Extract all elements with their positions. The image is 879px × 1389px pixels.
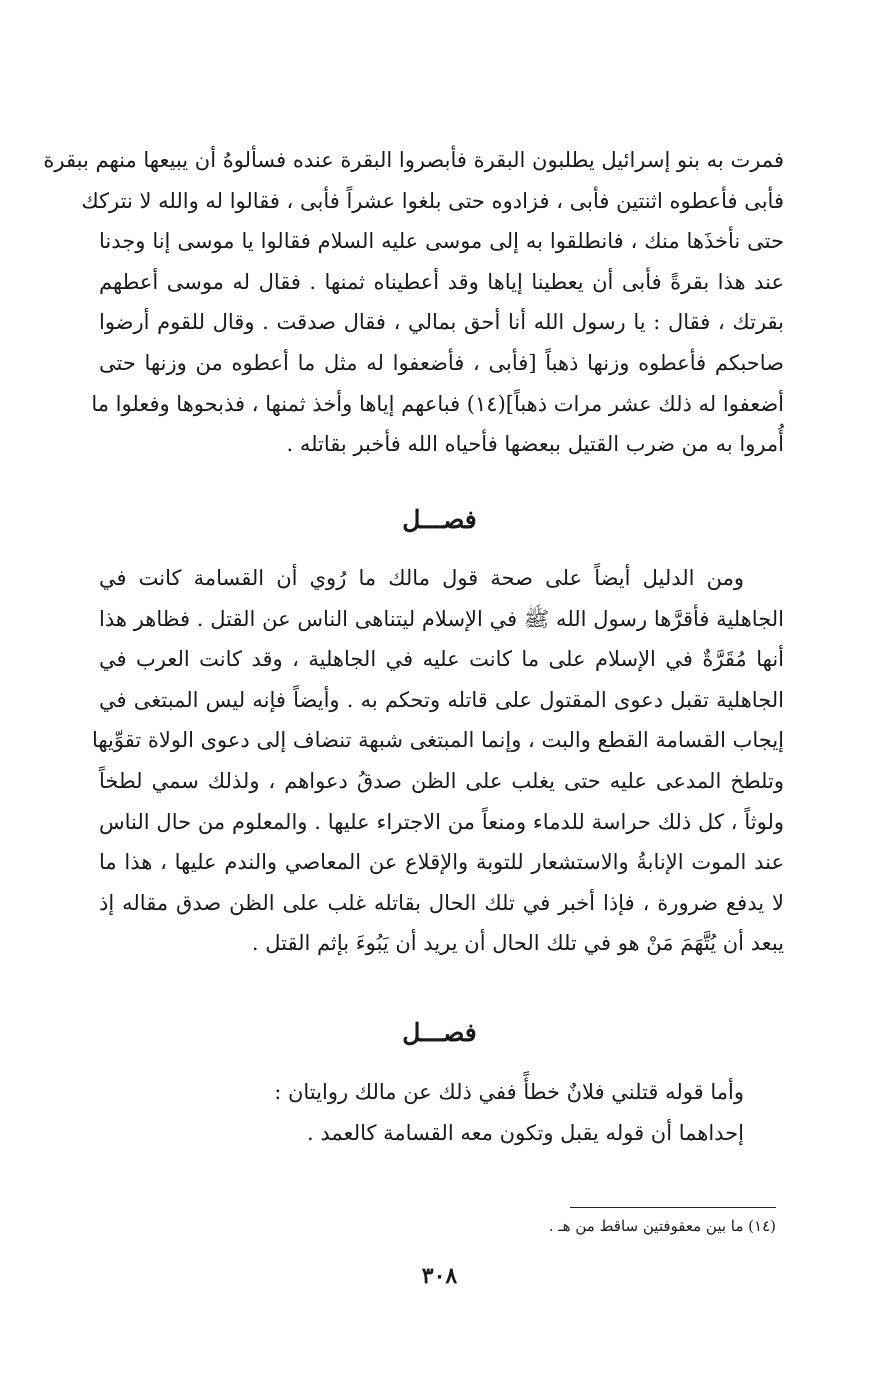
- text-line: أُمروا به من ضرب القتيل ببعضها فأحياه الله فأخبر بقاتله .: [286, 432, 784, 457]
- text-line: ومن الدليل أيضاً على صحة قول مالك ما رُوي أن القسامة كانت في: [99, 566, 744, 590]
- section-heading: [0, 505, 879, 534]
- text-line: يبعد أن يُتَّهَمَ مَنْ هو في تلك الحال أن يريد أن يَبُوءَ بإثم القتل .: [251, 931, 784, 956]
- text-line: إيجاب القسامة القطع والبت ، وإنما المبتغى شبهة تنضاف إلى دعوى الولاة تقوِّيها: [91, 728, 784, 753]
- section-heading-label: فصـــل: [402, 505, 477, 534]
- section-heading-label: فصـــل: [402, 1018, 477, 1047]
- text-line: صاحبكم فأعطوه وزنها ذهباً [فأبى ، فأضعفوا له مثل ما أعطوه من وزنها حتى: [99, 350, 784, 375]
- text-line: بقرتك ، فقال : يا رسول الله أنا أحق بمالي ، فقال صدقت . وقال للقوم أرضوا: [99, 310, 784, 335]
- paragraph-3: [99, 1072, 784, 1153]
- text-line: فأبى فأعطوه اثنتين فأبى ، فزادوه حتى بلغوا عشراً فأبى ، فقالوا له والله لا نتركك: [81, 188, 784, 213]
- text-line: الجاهلية فأقرَّها رسول الله ﷺ في الإسلام ليتناهى الناس عن القتل . فظاهر هذا: [99, 606, 784, 631]
- text-line: عند هذا بقرةً فأبى أن يعطينا إياها وقد أعطيناه ثمنها . فقال له موسى أعطهم: [99, 269, 784, 294]
- text-line: عند الموت الإنابةُ والاستشعار للتوبة والإقلاع عن المعاصي والندم عليها ، هذا ما: [99, 850, 784, 875]
- paragraph-1: [43, 140, 784, 465]
- text-line: حتى نأخذَها منك ، فانطلقوا به إلى موسى عليه السلام فقالوا يا موسى إنا وجدنا: [99, 229, 784, 254]
- paragraph-2: [91, 558, 784, 964]
- text-line: الجاهلية تقبل دعوى المقتول على قاتله وتحكم به . وأيضاً فإنه ليس المبتغى في: [99, 687, 784, 712]
- text-line: ولوثاً ، كل ذلك حراسة للدماء ومنعاً من الاجتراء عليها . والمعلوم من حال الناس: [99, 809, 784, 834]
- footnote-divider: [570, 1207, 776, 1208]
- text-line: فمرت به بنو إسرائيل يطلبون البقرة فأبصروا البقرة عنده فسألوهُ أن يبيعها منهم ببقرة: [43, 148, 784, 172]
- footnote: (١٤) ما بين معقوفتين ساقط من هـ .: [548, 1217, 776, 1235]
- page-number: ٣٠٨: [421, 1263, 458, 1289]
- text-line: وأما قوله قتلني فلانٌ خطأً ففي ذلك عن مالك روايتان :: [274, 1080, 744, 1104]
- text-line: أنها مُقَرَّةٌ في الإسلام على ما كانت عليه في الجاهلية ، وقد كانت العرب في: [99, 647, 784, 672]
- section-heading: [0, 1018, 879, 1047]
- text-line: وتلطخ المدعى عليه حتى يغلب على الظن صدقُ دعواهم ، ولذلك سمي لطخاً: [99, 768, 784, 793]
- text-line: أضعفوا له ذلك عشر مرات ذهباً](١٤) فباعهم إياها وأخذ ثمنها ، فذبحوها وفعلوا ما: [91, 391, 784, 416]
- text-line: لا يدفع ضرورة ، فإذا أخبر في تلك الحال بقاتله غلب على الظن صدق مقاله إذ: [99, 890, 784, 915]
- text-line: إحداهما أن قوله يقبل وتكون معه القسامة كالعمد .: [307, 1120, 744, 1145]
